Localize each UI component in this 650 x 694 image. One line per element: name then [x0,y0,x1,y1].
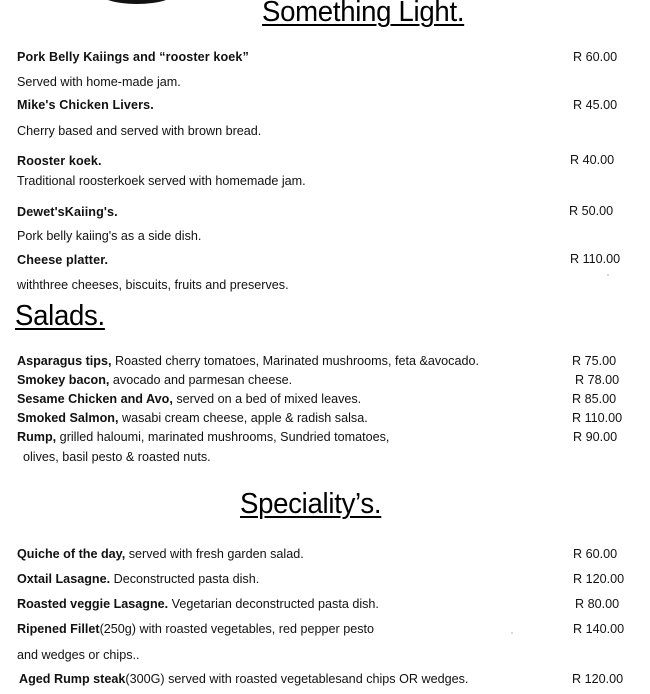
menu-item [17,430,389,444]
menu-item-name: Cheese platter. [17,253,109,267]
menu-item-name: Rooster koek. [17,154,102,168]
menu-item-price: R 90.00 [573,430,618,444]
menu-item-price: R 50.00 [569,204,614,218]
menu-item-desc: (250g) with roasted vegetables, red pepper pesto [99,622,375,636]
menu-item-name: Asparagus tips, [17,354,112,368]
menu-item-desc: Vegetarian deconstructed pasta dish. [168,597,379,611]
menu-item-price: R 40.00 [570,153,615,167]
menu-item-name: Pork Belly Kaiings and “rooster koek” [17,50,249,64]
section-title-something-light: Something Light. [262,0,465,28]
menu-item-desc: served with fresh garden salad. [125,547,304,561]
menu-item-name: Smoked Salmon, [17,411,119,425]
menu-item-desc: (300G) served with roasted vegetablesand chips OR wedges. [125,672,469,686]
menu-item [17,354,479,368]
menu-item-name: Quiche of the day, [17,547,126,561]
menu-item-name: Mike's Chicken Livers. [17,98,154,112]
menu-item-price: R 120.00 [572,672,624,686]
menu-item-desc-continued: and wedges or chips.. [17,648,140,662]
menu-item-desc: Pork belly kaiing's as a side dish. [17,229,202,243]
decorative-oval [97,0,177,4]
scan-speck [511,632,513,634]
menu-item-price: R 120.00 [573,572,625,586]
menu-item-desc: served on a bed of mixed leaves. [172,392,362,406]
menu-item-desc: Roasted cherry tomatoes, Marinated mushrooms, feta &avocado. [111,354,479,368]
menu-item-desc: wasabi cream cheese, apple & radish salsa. [118,411,368,425]
menu-item-name: Sesame Chicken and Avo, [17,392,173,406]
menu-item-price: R 140.00 [573,622,625,636]
menu-item-desc: Cherry based and served with brown bread. [17,124,262,138]
menu-item-desc: avocado and parmesan cheese. [109,373,293,387]
menu-item-desc: Traditional roosterkoek served with homemade jam. [17,174,306,188]
menu-item-price: R 60.00 [573,50,618,64]
menu-item [17,622,374,636]
menu-item-price: R 45.00 [573,98,618,112]
menu-item-price: R 60.00 [573,547,618,561]
menu-item-name: Smokey bacon, [17,373,110,387]
menu-item-desc: Deconstructed pasta dish. [110,572,260,586]
menu-item-name: Dewet'sKaiing's. [17,205,118,219]
section-title-salads: Salads. [15,300,105,332]
menu-item-price: R 80.00 [575,597,620,611]
menu-item-price: R 85.00 [572,392,617,406]
menu-item [17,597,379,611]
menu-item [17,392,361,406]
scan-speck [607,274,609,276]
menu-item-name: Oxtail Lasagne. [17,572,111,586]
menu-item-name: Aged Rump steak [19,672,126,686]
menu-item-desc: grilled haloumi, marinated mushrooms, Sundried tomatoes, [56,430,390,444]
menu-item-desc: Served with home-made jam. [17,75,181,89]
section-title-specialities: Speciality’s. [240,488,382,520]
menu-item-price: R 110.00 [572,411,623,425]
menu-item-name: Ripened Fillet [17,622,100,636]
menu-item-price: R 110.00 [570,252,621,266]
menu-item [17,572,259,586]
menu-item-price: R 75.00 [572,354,617,368]
menu-item [17,411,368,425]
menu-item-name: Roasted veggie Lasagne. [17,597,169,611]
menu-item-name: Rump, [17,430,57,444]
menu-item-desc: withthree cheeses, biscuits, fruits and preserves. [17,278,289,292]
menu-item [19,672,468,686]
menu-item [17,373,292,387]
menu-item-desc-continued: olives, basil pesto & roasted nuts. [23,450,211,464]
menu-item-price: R 78.00 [575,373,620,387]
menu-item [17,547,304,561]
